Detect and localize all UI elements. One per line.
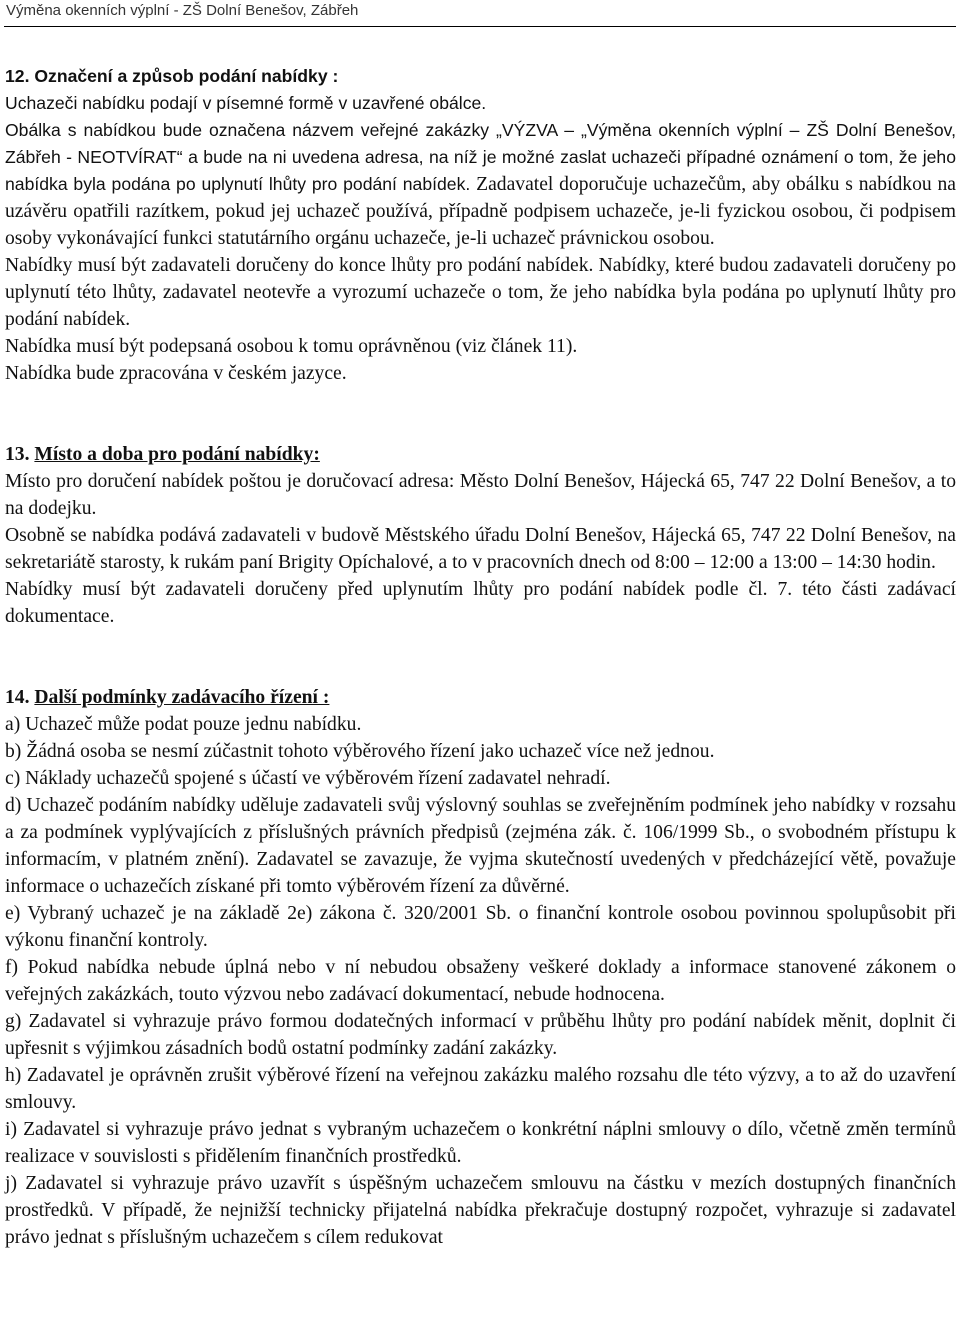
- section-14-number: 14.: [5, 687, 35, 708]
- section-12-title: 12. Označení a způsob podání nabídky :: [5, 66, 339, 86]
- section-13-title: [5, 441, 956, 468]
- list-item: f) Pokud nabídka nebude úplná nebo v ní nebudou obsaženy veškeré doklady a informace stanovené zákonem o veřejných zakázkách, touto výzvou nebo zadávací dokumentací, nebude hodnocena.: [5, 957, 956, 1005]
- list-item: i) Zadavatel si vyhrazuje právo jednat s vybraným uchazečem o konkrétní náplni smlouvy o dílo, včetně změn termínů realizace v souvislosti s přidělením finančních prostředků.: [5, 1119, 956, 1167]
- list-item: g) Zadavatel si vyhrazuje právo formou dodatečných informací v průběhu lhůty pro podání nabídek měnit, doplnit či upřesnit s výjimkou zásadních bodů ostatní podmínky zadání zakázky.: [5, 1011, 956, 1059]
- section-14-title: [5, 684, 956, 711]
- section-12-envelope-text: Obálka s nabídkou bude označena názvem veřejné zakázky „VÝZVA – „Výměna okenních výplní – ZŠ Dolní Benešov, Zábřeh - NEOTVÍRAT“ a bude na ni uvedena adresa, na níž je možné zaslat uchazeči případné oznámení o tom, že jeho nabídka byla podána po uplynutí lhůty pro podání nabídek.: [5, 120, 956, 194]
- list-item: j) Zadavatel si vyhrazuje právo uzavřít s úspěšným uchazečem smlouvu na částku v mezích dostupných finančních prostředků. V případě, že nejnižší technicky přijatelná nabídka překračuje dostupný rozpočet, vyhrazuje si zadavatel právo jednat s příslušným uchazečem s cílem redukovat: [5, 1173, 956, 1248]
- page-header-title: Výměna okenních výplní - ZŠ Dolní Benešov, Zábřeh: [6, 2, 359, 19]
- section-12-paragraph: Nabídka musí být podepsaná osobou k tomu oprávněnou (viz článek 11).: [5, 336, 578, 357]
- section-14-title-text: Další podmínky zadávacího řízení :: [34, 687, 330, 708]
- list-item: b) Žádná osoba se nesmí zúčastnit tohoto výběrového řízení jako uchazeč více než jednou.: [5, 741, 715, 762]
- list-item: h) Zadavatel je oprávněn zrušit výběrové řízení na veřejnou zakázku malého rozsahu dle této výzvy, a to až do uzavření smlouvy.: [5, 1065, 956, 1113]
- section-13-paragraph: Osobně se nabídka podává zadavateli v budově Městského úřadu Dolní Benešov, Hájecká 65, 747 22 Dolní Benešov, na sekretariátě starosty, k rukám paní Brigity Opíchalové, a to v pracovních dnech od 8:00 – 12:00 a 13:00 – 14:30 hodin.: [5, 525, 956, 573]
- header-divider: [4, 26, 956, 27]
- section-13: [5, 441, 956, 630]
- section-13-paragraph: Nabídky musí být zadavateli doručeny před uplynutím lhůty pro podání nabídek podle čl. 7. této části zadávací dokumentace.: [5, 579, 956, 627]
- section-13-number: 13.: [5, 444, 35, 465]
- section-spacer: [5, 387, 956, 441]
- section-12-paragraph: Nabídka bude zpracována v českém jazyce.: [5, 363, 347, 384]
- section-spacer: [5, 630, 956, 684]
- list-item: a) Uchazeč může podat pouze jednu nabídku.: [5, 714, 362, 735]
- section-14: [5, 684, 956, 1251]
- section-13-paragraph: Místo pro doručení nabídek poštou je doručovací adresa: Město Dolní Benešov, Hájecká 65, 747 22 Dolní Benešov, a to na dodejku.: [5, 471, 956, 519]
- list-item: c) Náklady uchazečů spojené s účastí ve výběrovém řízení zadavatel nehradí.: [5, 768, 611, 789]
- section-12-paragraph: [5, 117, 956, 252]
- section-12-paragraph: Uchazeči nabídku podají v písemné formě v uzavřené obálce.: [5, 93, 487, 113]
- section-12-stamp-text: Zadavatel doporučuje uchazečům, aby obálku s nabídkou na uzávěru opatřili razítkem, pokud jej uchazeč používá, případně podpisem uchazeče, je-li fyzickou osobou, či podpisem osoby vykonávající funkci statutárního orgánu uchazeče, je-li uchazeč právnickou osobou.: [5, 174, 956, 249]
- list-item: e) Vybraný uchazeč je na základě 2e) zákona č. 320/2001 Sb. o finanční kontrole osobou povinnou spolupůsobit při výkonu finanční kontroly.: [5, 903, 956, 951]
- section-12-paragraph: Nabídky musí být zadavateli doručeny do konce lhůty pro podání nabídek. Nabídky, které budou zadavateli doručeny po uplynutí této lhůty, zadavatel neotevře a vyrozumí uchazeče o tom, že jeho nabídka byla podána po uplynutí lhůty pro podání nabídek.: [5, 255, 956, 330]
- section-12: [5, 63, 956, 387]
- list-item: d) Uchazeč podáním nabídky uděluje zadavateli svůj výslovný souhlas se zveřejněním podmínek jeho nabídky v rozsahu a za podmínek vyplývajících z příslušných právních předpisů (zejména zák. č. 106/1999 Sb., o svobodném přístupu k informacím, v platném znění). Zadavatel se zavazuje, že vyjma skutečností uvedených v předcházející větě, považuje informace o uchazečích získané při tomto výběrovém řízení za důvěrné.: [5, 795, 956, 897]
- section-13-title-text: Místo a doba pro podání nabídky:: [34, 444, 320, 465]
- document-body: [5, 63, 956, 1251]
